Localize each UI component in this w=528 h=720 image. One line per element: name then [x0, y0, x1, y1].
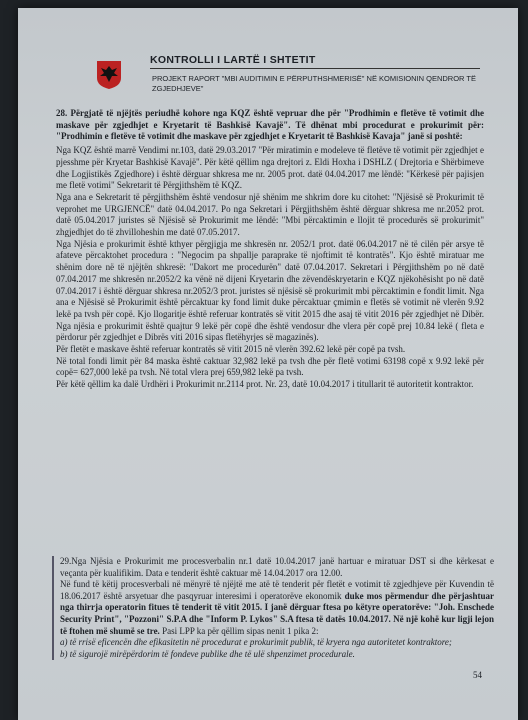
paragraph: Nga Njësia e prokurimit është kthyer përgjigja me shkresën nr. 2052/1 prot. datë 06.04.2017 në të cilën për arsye të afateve përcaktohet procedura : "Negocim pa shpallje paraprake të njoftimit të kontratës". Kjo është miratuar me shënim dore në të njëjtën shkresë: "Dakort me procedurën" datë 07.04.2017. Sekretari i Përgjithshëm po në datë 07.04.2017 me shkresën nr.2052/2 ka vënë në dijeni Kryetarin dhe zëvendëskryetarin e KQZ njëkohësisht po në datë 07.04.2017 i është dërguar shkresa nr.2052/3 prot. juristes së njësisë së prokurimit mbi përcaktimin e fondit limit. Nga ana e Njësisë së Prokurimit është përcaktuar ky fond limit duke përcaktuar çmimin e fletës së votimit në vlerën 9.92 lekë pa tvsh për copë. Kjo llogaritje është referuar kontratës së vitit 2015 dhe asaj të vitit 2016 për zgjedhjet në Dibër. Nga njësia e prokurimit është quajtur 9 lekë për copë dhe është vendosur dhe vlera për copë prej 10.84 lekë ( fleta e përdorur për zgjedhjet e Dibrës viti 2016 sipas fletëhyrjes së magazinës). — [56, 238, 484, 343]
header-subtitle: PROJEKT RAPORT "MBI AUDITIMIN E PËRPUTHSHMERISË" NË KOMISIONIN QENDROR TË ZGJEDHJEVE" — [152, 74, 476, 93]
paragraph: Nga KQZ është marrë Vendimi nr.103, datë 29.03.2017 "Për miratimin e modeleve të fletëve të votimit për zgjedhjet e pjesshme për Kryetar Bashkisë Kavajë". Për këtë qëllim nga drejtori z. Eldi Hoxha i DSHLZ ( Drejtoria e Shërbimeve dhe Logjistikës Zgjedhore) i është dërguar shkresa me nr. 2005 prot. datë 04.04.2017 me lëndë: "Kërkesë për pajisjen me fletë votimi" Sekretarit të Përgjithshëm të KQZ. — [56, 145, 484, 191]
paragraph: Për fletët e maskave është referuar kontratës së vitit 2015 në vlerën 392.62 lekë për copë pa tvsh. — [56, 344, 406, 355]
bold-text-run: duke mos përmendur dhe përjashtuar nga thirrja operatorin fitues të tenderit të vitit 2015. I janë dërguar ftesa po këtyre operatorëve: "Joh. Enschede Security Print", "Pozzoni" S.P.A dhe "Inform P. Lykos" S.A ftesa të datës 10.04.2017. Në një kohë kur ligji lejon të ftohen më shumë se tre. — [60, 590, 494, 636]
header-rule — [150, 68, 480, 69]
page-number: 54 — [473, 670, 482, 680]
paragraph: Nga ana e Sekretarit të përgjithshëm është vendosur një shënim me shkrim dore ku citohet: "Njësisë së Prokurimit të veprohet me URGJENCË" datë 04.04.2017. Po nga Sekretari i Përgjithshëm është dërguar shkresa me nr.2052 prot. datë 05.04.2017 juristes së Njësisë së Prokurimit me lëndë: "Mbi përcaktimin e llojit të procedurës së prokurimit" zhgjedhjet do të zhvilloheshin me datë 07.05.2017. — [56, 191, 484, 238]
section-28-heading: 28. Përgjatë të njëjtës periudhë kohore nga KQZ është vepruar dhe për "Prodhimin e fletëve të votimit dhe maskave për zgjedhjet e Kryetarit të Bashkisë Kavajë". Të dhënat mbi procedurat e prokurimit për: "Prodhimin e fletëve të votimit dhe maskave për zgjedhjet e Kryetarit të Bashkisë Kavaja" janë si poshtë: — [56, 108, 484, 142]
document-page — [18, 8, 518, 720]
paragraph: 29.Nga Njësia e Prokurimit me procesverbalin nr.1 datë 10.04.2017 janë hartuar e miratuar DST si dhe kërkesat e veçanta për kualifikim. Data e tenderit është caktuar më 14.04.2017 ora 12.00. — [60, 556, 494, 578]
paragraph — [60, 579, 494, 637]
text-run: Pasi LPP ka për qëllim sipas nenit 1 pika 2: — [159, 625, 319, 636]
section-28 — [56, 108, 484, 391]
eagle-emblem-icon — [96, 60, 122, 90]
list-item-b: b) të sigurojë mirëpërdorim të fondeve publike dhe të ulë shpenzimet procedurale. — [60, 648, 355, 659]
section-29 — [52, 556, 494, 660]
list-item-a: a) të rrisë eficencën dhe efikasitetin në procedurat e prokurimit publik, të kryera nga autoritetet kontraktore; — [60, 637, 452, 648]
header-title: KONTROLLI I LARTË I SHTETIT — [150, 54, 316, 66]
paragraph: Në total fondi limit për 84 maska është caktuar 32,982 lekë pa tvsh dhe për fletë votimi 63198 copë x 9.92 lekë për copë= 627,000 lekë pa tvsh. Në total vlera prej 659,982 lekë pa tvsh. — [56, 355, 484, 378]
page-header — [60, 38, 500, 108]
text-run: Në fund të këtij procesverbali në mënyrë të njëjtë me atë të tenderit për fletët e votimit të zgjedhjeve për Kuvendin të 18.06.2017 është arsyetuar dhe pasqyruar interesimi i operatorëve ekonomik — [60, 579, 494, 601]
paragraph: Për këtë qëllim ka dalë Urdhëri i Prokurimit nr.2114 prot. Nr. 23, datë 10.04.2017 i titullarit të autoritetit kontraktor. — [56, 379, 474, 390]
